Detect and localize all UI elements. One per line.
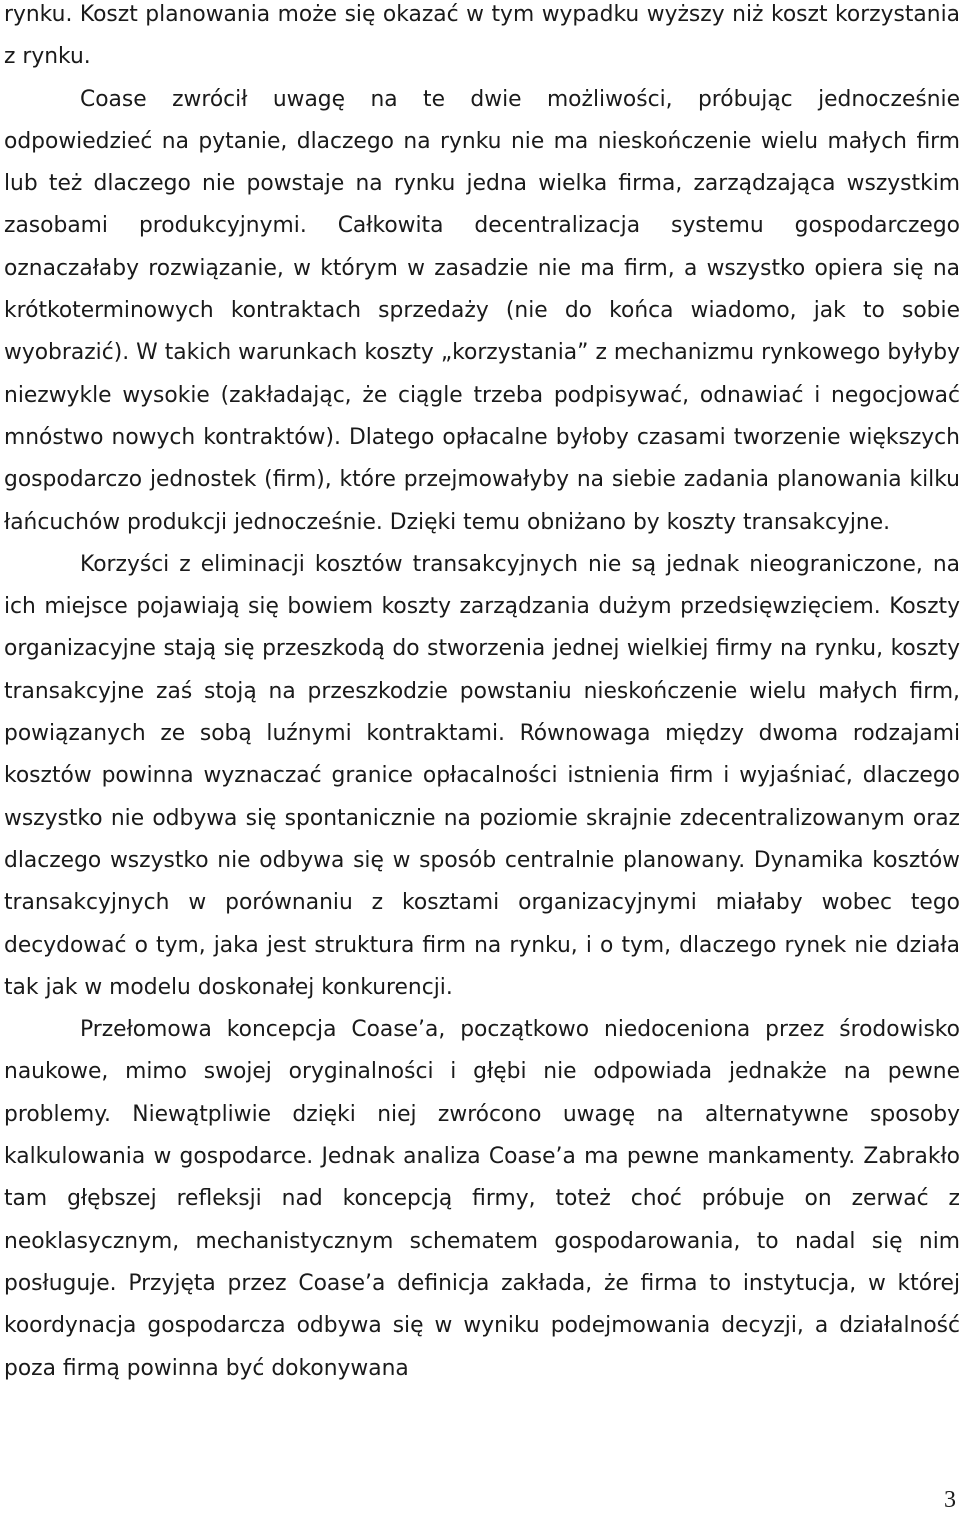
paragraph-coase-critique: Przełomowa koncepcja Coase’a, początkowo niedoceniona przez środowisko naukowe, mimo swojej oryginalności i głębi nie odpowiada jednakże na pewne problemy. Niewątpliwie dzięki niej zwrócono uwagę na alternatywne sposoby kalkulowania w gospodarce. Jednak analiza Coase’a ma pewne mankamenty. Zabrakło tam głębszej refleksji nad koncepcją firmy, toteż choć próbuje on zerwać z neoklasycznym, mechanistycznym schematem gospodarowania, to nadal się nim posługuje. Przyjęta przez Coase’a definicja zakłada, że firma to instytucja, w której koordynacja gospodarcza odbywa się w wyniku podejmowania decyzji, a działalność poza firmą powinna być dokonywana — [4, 1017, 960, 1381]
paragraph-continuation: rynku. Koszt planowania może się okazać w tym wypadku wyższy niż koszt korzystania z rynku. — [4, 2, 960, 70]
paragraph-transaction-costs: Korzyści z eliminacji kosztów transakcyjnych nie są jednak nieograniczone, na ich miejsce pojawiają się bowiem koszty zarządzania dużym przedsięwzięciem. Koszty organizacyjne stają się przeszkodą do stworzenia jednej wielkiej firmy na rynku, koszty transakcyjne zaś stoją na przeszkodzie powstaniu nieskończenie wielu małych firm, powiązanych ze sobą luźnymi kontraktami. Równowaga między dwoma rodzajami kosztów powinna wyznaczać granice opłacalności istnienia firm i wyjaśniać, dlaczego wszystko nie odbywa się spontanicznie na poziomie skrajnie zdecentralizowanym oraz dlaczego wszystko nie odbywa się w sposób centralnie planowany. Dynamika kosztów transakcyjnych w porównaniu z kosztami organizacyjnymi miałaby wobec tego decydować o tym, jaka jest struktura firm na rynku, i o tym, dlaczego rynek nie działa tak jak w modelu doskonałej konkurencji. — [4, 551, 960, 1000]
paragraph-coase-possibilities: Coase zwrócił uwagę na te dwie możliwości, próbując jednocześnie odpowiedzieć na pytanie, dlaczego na rynku nie ma nieskończenie wielu małych firm lub też dlaczego nie powstaje na rynku jedna wielka firma, zarządzająca wszystkim zasobami produkcyjnymi. Całkowita decentralizacja systemu gospodarczego oznaczałaby rozwiązanie, w którym w zasadzie nie ma firm, a wszystko opiera się na krótkoterminowych kontraktach sprzedaży (nie do końca wiadomo, jak to sobie wyobrazić). W takich warunkach koszty „korzystania” z mechanizmu rynkowego byłyby niezwykle wysokie (zakładając, że ciągle trzeba podpisywać, odnawiać i negocjować mnóstwo nowych kontraktów). Dlatego opłacalne byłoby czasami tworzenie większych gospodarczo jednostek (firm), które przejmowałyby na siebie zadania planowania kilku łańcuchów produkcji jednocześnie. Dzięki temu obniżano by koszty transakcyjne. — [4, 86, 960, 535]
page-number: 3 — [944, 1487, 956, 1513]
document-body — [4, 0, 960, 1390]
